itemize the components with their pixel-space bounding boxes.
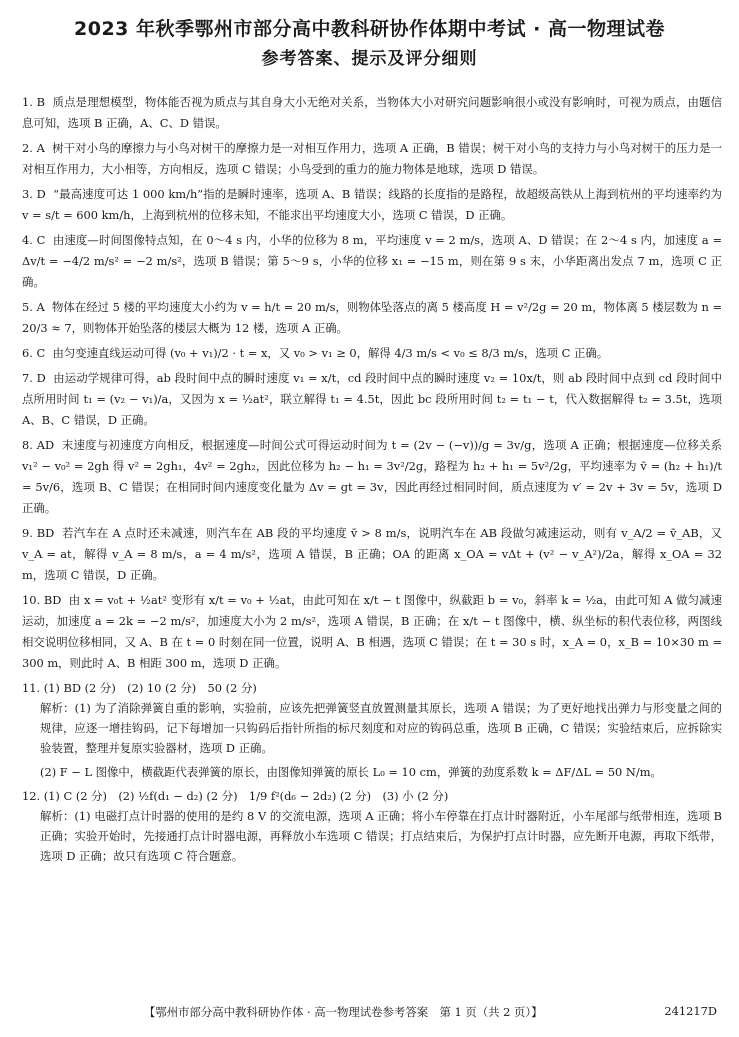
answer-item-5 (22, 297, 722, 339)
answer-text: 由 x = v₀t + ½at² 变形有 x/t = v₀ + ½at，由此可知在 x/t − t 图像中，纵截距 b = v₀，斜率 k = ½a，由此可知 A 做匀减速运动，加速度 a = 2k = −2 m/s²，加速度大小为 2 m/s²，选项 A 错误，B 正确；在 x/t − t 图像中，横、纵坐标的积代表位移，两图线相交说明位移相同，又 A、B 在 t = 0 时刻在同一位置，说明 A、B 相遇，选项 C 错误；在 t = 30 s 时，x_A = 0，x_B = 10×30 m = 300 m，则此时 A、B 相距 300 m，选项 D 正确。 (22, 593, 723, 670)
answer-number: 8. AD (22, 438, 55, 452)
answer-text: 质点是理想模型，物体能否视为质点与其自身大小无绝对关系，当物体大小对研究问题影响很小或没有影响时，可视为质点，由题信息可知，选项 B 正确，A、C、D 错误。 (22, 95, 722, 130)
answer-number: 1. B (22, 95, 46, 109)
answer-item-1 (22, 92, 722, 134)
q11-answer: 11. (1) BD (2 分) (2) 10 (2 分) 50 (2 分) (22, 681, 257, 695)
answer-number: 3. D (22, 187, 46, 201)
answer-number: 6. C (22, 346, 46, 360)
page-footer (22, 1004, 717, 1020)
answer-text: 末速度与初速度方向相反，根据速度—时间公式可得运动时间为 t = (2v − (−v))/g = 3v/g，选项 A 正确；根据速度—位移关系 v₁² − v₀² = 2gh 得 v² = 2gh₁，4v² = 2gh₂，因此位移为 h₂ − h₁ = 3v²/2g，路程为 h₂ + h₁ = 5v²/2g，平均速率为 v̄ = (h₂ + h₁)/t = 5v/6，选项 B、C 错误；在相同时间内速度变化量为 Δv = gt = 3v，因此再经过相同时间，质点速度为 v′ = 2v + 3v = 5v，选项 D 正确。 (22, 438, 722, 515)
answer-item-10 (22, 590, 722, 674)
footer-code: 241217D (664, 1004, 717, 1018)
answer-item-9 (22, 523, 722, 586)
answer-item-4 (22, 230, 722, 293)
q12-analysis: 解析：(1) 电磁打点计时器的使用的是约 8 V 的交流电源，选项 A 正确；将小车停靠在打点计时器附近，小车尾部与纸带相连，选项 B 正确；实验开始时，先接通打点计时器电源，再释放小车选项 C 错误；打点结束后，为保护打点计时器，应先断开电源，再取下纸带，选项 D 正确；故只有选项 C 符合题意。 (40, 809, 722, 863)
answer-item-8 (22, 435, 722, 519)
answer-number: 10. BD (22, 593, 62, 607)
answer-text: 树干对小鸟的摩擦力与小鸟对树干的摩擦力是一对相互作用力，选项 A 正确，B 错误；树干对小鸟的支持力与小鸟对树干的压力是一对相互作用力，大小相等，方向相反，选项 C 错误；小鸟受到的重力的施力物体是地球，选项 D 错误。 (22, 141, 722, 176)
q12-answer: 12. (1) C (2 分) (2) ½f(d₁ − d₂) (2 分) 1/9 f²(d₆ − 2d₂) (2 分) (3) 小 (2 分) (22, 789, 449, 803)
page-subtitle: 参考答案、提示及评分细则 (261, 49, 478, 69)
page-title: 2023 年秋季鄂州市部分高中教科研协作体期中考试 · 高一物理试卷 (74, 18, 665, 40)
answer-text: 物体在经过 5 楼的平均速度大小约为 v = h/t = 20 m/s，则物体坠落点的离 5 楼高度 H = v²/2g = 20 m，物体离 5 楼层数为 n = 20/3 ≈ 7，则物体开始坠落的楼层大概为 12 楼，选项 A 正确。 (22, 300, 722, 335)
answer-text: 若汽车在 A 点时还未减速，则汽车在 AB 段的平均速度 v̄ > 8 m/s，说明汽车在 AB 段做匀减速运动，则有 v_A/2 = v̄_AB，又 v_A = at，解得 v_A = 8 m/s，a = 4 m/s²，选项 A 错误，B 正确；OA 的距离 x_OA = vΔt + (v² − v_A²)/2a，解得 x_OA = 32 m，选项 C 错误，D 正确。 (22, 526, 722, 582)
answer-number: 9. BD (22, 526, 55, 540)
answer-number: 7. D (22, 371, 46, 385)
answer-number: 2. A (22, 141, 45, 155)
answer-item-7 (22, 368, 722, 431)
answers-content (22, 92, 722, 870)
answer-item-3 (22, 184, 722, 226)
answer-text: “最高速度可达 1 000 km/h”指的是瞬时速率，选项 A、B 错误；线路的长度指的是路程，故超级高铁从上海到杭州的平均速率约为 v = s/t = 600 km/h，上海到杭州的位移未知，不能求出平均速度大小，选项 C 错误，D 正确。 (22, 187, 723, 222)
answer-number: 4. C (22, 233, 46, 247)
footer-text: 【鄂州市部分高中教科研协作体 · 高一物理试卷参考答案 第 1 页（共 2 页）】 (143, 1005, 543, 1019)
answer-number: 5. A (22, 300, 45, 314)
answer-text: 由运动学规律可得，ab 段时间中点的瞬时速度 v₁ = x/t，cd 段时间中点的瞬时速度 v₂ = 10x/t，则 ab 段时间中点到 cd 段时间中点所用时间 t₁ = (v₂ − v₁)/a，又因为 x = ½at²，联立解得 t₁ = 4.5t，因此 bc 段所用时间 t₂ = t₁ − t，代入数据解得 t₂ = 3.5t，选项 A、B、C 错误，D 正确。 (22, 371, 722, 427)
answer-text: 由速度—时间图像特点知，在 0～4 s 内，小华的位移为 8 m，平均速度 v = 2 m/s，选项 A、D 错误；在 2～4 s 内，加速度 a = Δv/t = −4/2 m/s² = −2 m/s²，选项 B 错误；第 5～9 s，小华的位移 x₁ = −15 m，则在第 9 s 末，小华距离出发点 7 m，选项 C 正确。 (22, 233, 722, 289)
q11-analysis-2: (2) F − L 图像中，横截距代表弹簧的原长，由图像知弹簧的原长 L₀ = 10 cm，弹簧的劲度系数 k = ΔF/ΔL = 50 N/m。 (40, 765, 662, 779)
answer-text: 由匀变速直线运动可得 (v₀ + v₁)/2 · t = x，又 v₀ > v₁ ≥ 0，解得 4/3 m/s < v₀ ≤ 8/3 m/s，选项 C 正确。 (52, 346, 609, 360)
answer-item-6 (22, 343, 722, 364)
q11-analysis-1: 解析：(1) 为了消除弹簧自重的影响，实验前，应该先把弹簧竖直放置测量其原长，选项 A 错误；为了更好地找出弹力与形变量之间的规律，应逐一增挂钩码，记下每增加一只钩码后指针所指的标尺刻度和对应的钩码总重，选项 B 正确，C 错误；实验结束后，应拆除实验装置，整理并复原实验器材，选项 D 正确。 (40, 701, 722, 755)
answer-item-2 (22, 138, 722, 180)
